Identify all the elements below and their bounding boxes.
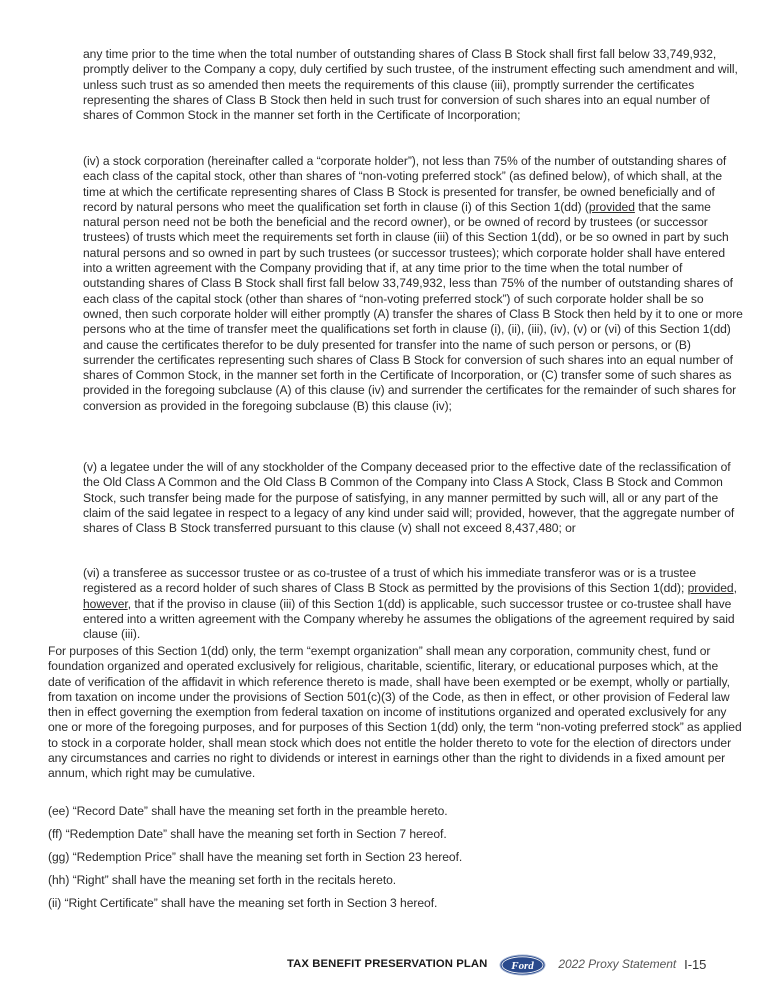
definition-ee-record-date: (ee) “Record Date” shall have the meaning set forth in the preamble hereto. [48, 804, 448, 818]
text-segment: that the same natural person need not be both the beneficial and the record owner), or be owned of record by trustees (or successor trustees) of trusts which meet the requirements set forth in clause (iii) of this Section 1(dd), or be so owned in part by such natural persons and so owned in part by such trustees (or successor trustees); which corporate holder shall have entered into a written agreement with the Company providing that if, at any time prior to the time when the total number of outstanding shares of Class B Stock shall first fall below 33,749,932, less than 75% of the number of outstanding shares of each class of the capital stock (other than shares of “non-voting preferred stock”) of such corporate holder shall be so owned, then such corporate holder will either promptly (A) transfer the shares of Class B Stock then held by it to one or more persons who at the time of transfer meet the qualifications set forth in clause (i), (ii), (iii), (iv), (v) or (vi) of this Section 1(dd) and cause the certificates therefor to be duly presented for transfer into the name of such person or persons, or (B) surrender the certificates representing such shares of Class B Stock for conversion of such shares into an equal number of shares of Common Stock, in the manner set forth in the Certificate of Incorporation, or (C) transfer some of such shares as provided in the foregoing subclause (A) of this clause (iv) and surrender the certificates for the remainder of such shares for conversion as provided in the foregoing subclause (B) this clause (iv); [83, 199, 743, 413]
paragraph-clause-iv [83, 154, 743, 414]
definition-ii-right-certificate: (ii) “Right Certificate” shall have the meaning set forth in Section 3 hereof. [48, 896, 438, 910]
text-segment: (iv) a stock corporation (hereinafter called a “corporate holder”), not less than 75% of the number of outstanding shares of each class of the capital stock, other than shares of “non-voting preferred stock” (as defined below), of which shall, at the time at which the certificate representing shares of Class B Stock is presented for transfer, be owned beneficially and of record by natural persons who meet the qualification set forth in clause (i) of this Section 1(dd) ( [83, 154, 727, 214]
underlined-term-provided: provided [588, 199, 635, 214]
text-segment: , [733, 581, 737, 596]
definition-ff-redemption-date: (ff) “Redemption Date” shall have the meaning set forth in Section 7 hereof. [48, 827, 447, 841]
ford-logo-icon [499, 954, 546, 976]
paragraph-definitions-purposes: For purposes of this Section 1(dd) only, the term “exempt organization” shall mean any corporation, community chest, fund or foundation organized and operated exclusively for religious, charitable, scientific, literary, or educational purposes which, at the date of verification of the affidavit in which reference thereto is made, shall have been exempted or be exempt, wholly or partially, from taxation on income under the provisions of Section 501(c)(3) of the Code, as then in effect, or other provision of Federal law then in effect governing the exemption from federal taxation on income of institutions organized and operated exclusively for any one or more of the foregoing purposes, and for purposes of this Section 1(dd) only, the term “non-voting preferred stock” as applied to stock in a corporate holder, shall mean stock which does not entitle the holder thereto to vote for the election of directors under any circumstances and carries no right to dividends or interest in earnings other than the right to dividends in a fixed amount per annum, which right may be cumulative. [48, 644, 742, 781]
definition-gg-redemption-price: (gg) “Redemption Price” shall have the meaning set forth in Section 23 hereof. [48, 850, 463, 864]
text-segment: , that if the proviso in clause (iii) of this Section 1(dd) is applicable, such successor trustee or co-trustee shall have entered into a written agreement with the Company whereby he assumes the obligations of the agreement required by said clause (iii). [83, 596, 735, 642]
definition-hh-right: (hh) “Right” shall have the meaning set forth in the recitals hereto. [48, 873, 397, 887]
paragraph-clause-vi [83, 566, 743, 642]
footer-section-title: TAX BENEFIT PRESERVATION PLAN [287, 958, 488, 971]
paragraph-clause-iii-continued: any time prior to the time when the total number of outstanding shares of Class B Stock shall first fall below 33,749,932, promptly deliver to the Company a copy, duly certified by such trustee, of the instrument effecting such amendment and will, unless such trust as so amended then meets the requirements of this clause (iii), promptly surrender the certificates representing the shares of Class B Stock then held in such trust for conversion of such shares into an equal number of shares of Common Stock in the manner set forth in the Certificate of Incorporation; [83, 47, 738, 123]
paragraph-clause-v: (v) a legatee under the will of any stockholder of the Company deceased prior to the effective date of the reclassification of the Old Class A Common and the Old Class B Common of the Company into Class A Stock, Class B Stock and Common Stock, such transfer being made for the purpose of satisfying, in any manner permitted by such will, all or any part of the claim of the said legatee in respect to a legacy of any kind under said will; provided, however, that the aggregate number of shares of Class B Stock transferred pursuant to this clause (v) shall not exceed 8,437,480; or [83, 460, 735, 536]
page-footer [287, 955, 706, 975]
text-segment: (vi) a transferee as successor trustee or as co-trustee of a trust of which his immediate transferor was or is a trustee registered as a record holder of such shares of Class B Stock as permitted by the provisions of this Section 1(dd); [83, 566, 697, 596]
underlined-term-provided: provided [687, 581, 734, 596]
page-number: I-15 [684, 957, 707, 973]
underlined-term-however: however [83, 596, 128, 611]
svg-text:Ford: Ford [511, 960, 535, 972]
footer-document-name: 2022 Proxy Statement [558, 957, 677, 972]
